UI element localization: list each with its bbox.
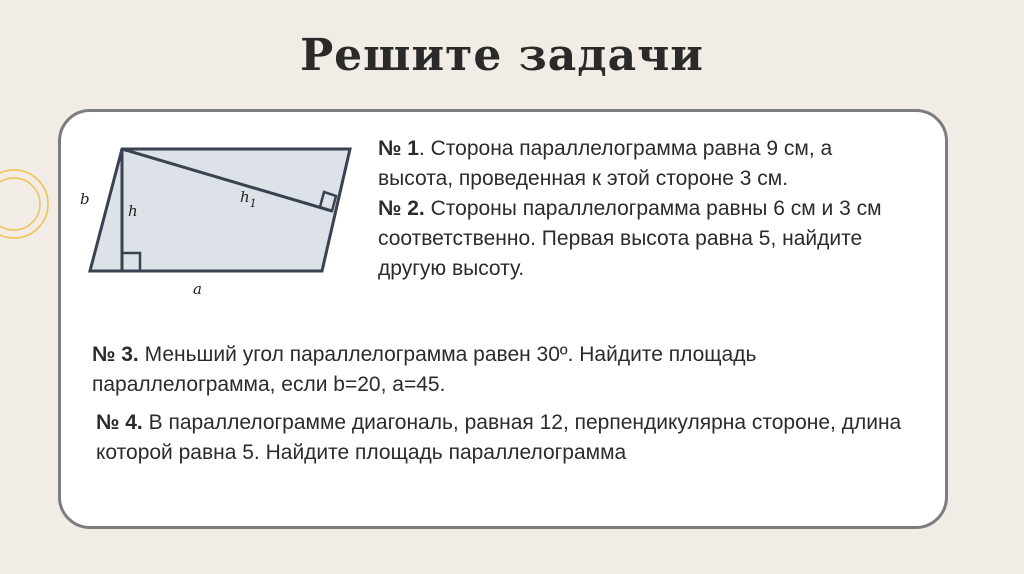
parallelogram-figure	[70, 135, 370, 310]
label-h1: $h_1$	[240, 188, 257, 210]
task-4-number: № 4.	[96, 411, 143, 434]
label-a: a	[193, 280, 202, 298]
tasks-1-2-text	[378, 134, 898, 284]
slide-title: Решите задачи	[300, 30, 704, 81]
task-1-text: . Сторона параллелограмма равна 9 см, а высота, проведенная к этой стороне 3 см.	[378, 137, 833, 190]
task-3-text: Меньший угол параллелограмма равен 30º. Найдите площадь параллелограмма, если b=20, a=45.	[92, 343, 757, 396]
task-3-number: № 3.	[92, 343, 139, 366]
task-1-number: № 1	[378, 137, 419, 160]
label-h: h	[128, 202, 138, 220]
task-4-block	[96, 408, 926, 468]
task-2-text: Стороны параллелограмма равны 6 см и 3 см соответственно. Первая высота равна 5, найдите другую высоту.	[378, 197, 882, 280]
decorative-circle-inner	[0, 178, 40, 230]
decorative-circles	[0, 168, 60, 248]
task-3-block	[92, 340, 932, 400]
task-4-text: В параллелограмме диагональ, равная 12, перпендикулярна стороне, длина которой равна 5. Найдите площадь параллелограмма	[96, 411, 902, 464]
label-h1-subscript: 1	[249, 197, 257, 210]
label-b: b	[80, 190, 90, 208]
task-2-number: № 2.	[378, 197, 425, 220]
